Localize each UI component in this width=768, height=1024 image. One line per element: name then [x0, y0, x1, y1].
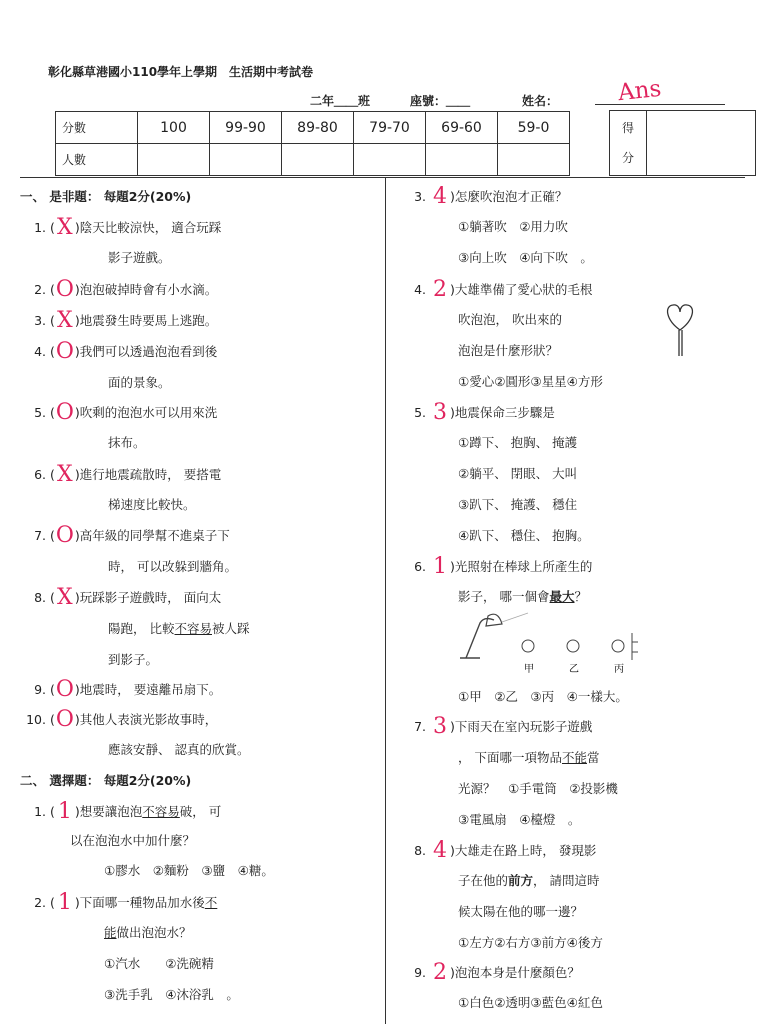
answer-mark: 2	[433, 277, 447, 302]
score-range: 59-0	[498, 112, 570, 144]
answer-mark: 4	[433, 838, 447, 863]
mc-question-6-options: ①甲 ②乙 ③丙 ④一樣大。	[458, 689, 628, 704]
tf-question-7-cont: 時， 可以改躲到牆角。	[108, 559, 237, 574]
exam-title: 彰化縣草港國小110學年上學期 生活期中考試卷	[48, 65, 314, 79]
tf-question-4: 4. (O)我們可以透過泡泡看到後	[34, 339, 218, 364]
answer-mark: 4	[433, 184, 447, 209]
figure-label-bing: 丙	[614, 664, 624, 675]
answer-mark: 3	[433, 400, 447, 425]
answer-mark: X	[57, 215, 73, 240]
answer-mark: X	[57, 585, 73, 610]
mc-question-7-options1: 光源？ ①手電筒 ②投影機	[458, 781, 618, 796]
mc-question-1: 1. ( 1 )想要讓泡泡不容易破， 可	[34, 799, 222, 824]
mc-question-4-cont: 吹泡泡， 吹出來的	[458, 312, 562, 327]
count-cell	[426, 144, 498, 176]
count-row-label: 人數	[56, 144, 138, 176]
section1-title: 一、 是非題： 每題2分(20%)	[20, 189, 192, 204]
tf-question-1-cont: 影子遊戲。	[108, 250, 171, 265]
mc-question-4-options: ①愛心②圓形③星星④方形	[458, 374, 603, 389]
mc-question-9-options: ①白色②透明③藍色④紅色	[458, 995, 603, 1010]
tf-question-10: 10. (O)其他人表演光影故事時，	[26, 707, 218, 732]
score-range: 99-90	[210, 112, 282, 144]
score-range: 89-80	[282, 112, 354, 144]
answer-mark: X	[57, 462, 73, 487]
section2-title: 二、 選擇題： 每題2分(20%)	[20, 773, 192, 788]
count-cell	[138, 144, 210, 176]
answer-mark: 2	[433, 960, 447, 985]
mc-question-8-options: ①左方②右方③前方④後方	[458, 935, 603, 950]
answer-mark: O	[55, 277, 74, 302]
score-range: 69-60	[426, 112, 498, 144]
mc-question-8-cont2: 候太陽在他的哪一邊？	[458, 904, 584, 919]
mc-question-8: 8. 4 )大雄走在路上時， 發現影	[414, 838, 597, 863]
name-label: 姓名：	[522, 94, 559, 108]
mc-question-7-cont: ， 下面哪一項物品不能當	[458, 750, 600, 765]
lamp-ball-figure	[458, 608, 658, 676]
mc-question-1-options: ①膠水 ②麵粉 ③鹽 ④糖。	[104, 863, 274, 878]
answer-mark: X	[57, 308, 73, 333]
mc-question-1-cont: 以在泡泡水中加什麼？	[70, 833, 196, 848]
score-box-value	[647, 111, 756, 176]
tf-question-10-cont: 應該安靜、 認真的欣賞。	[108, 742, 250, 757]
mc-question-5-option2: ②躺平、 閉眼、 大叫	[458, 466, 578, 481]
answer-mark: O	[55, 707, 74, 732]
score-row-label: 分數	[56, 112, 138, 144]
answer-mark: 1	[57, 799, 72, 824]
answer-mark: O	[55, 677, 74, 702]
class-label: 二年＿＿班	[310, 94, 371, 108]
figure-label-yi: 乙	[569, 664, 579, 675]
tf-question-3: 3. (X )地震發生時要馬上逃跑。	[34, 308, 218, 333]
score-box	[609, 110, 756, 176]
mc-question-5: 5. 3 )地震保命三步驟是	[414, 400, 555, 425]
mc-question-2: 2. ( 1 )下面哪一種物品加水後不	[34, 890, 218, 915]
figure-label-jia: 甲	[524, 664, 534, 675]
mc-question-4-cont2: 泡泡是什麼形狀？	[458, 343, 559, 358]
tf-question-6: 6. (X )進行地震疏散時， 要搭電	[34, 462, 222, 487]
mc-question-5-option1: ①蹲下、 抱胸、 掩護	[458, 435, 578, 450]
count-cell	[282, 144, 354, 176]
mc-question-6-cont: 影子， 哪一個會最大？	[458, 589, 588, 604]
tf-question-6-cont: 梯速度比較快。	[108, 497, 196, 512]
answer-mark: O	[55, 339, 74, 364]
answer-mark: O	[55, 400, 74, 425]
tf-question-2: 2. (O)泡泡破掉時會有小水滴。	[34, 277, 218, 302]
mc-question-9: 9. 2 )泡泡本身是什麼顏色？	[414, 960, 580, 985]
tf-question-8-cont: 陽跑， 比較不容易被人踩	[108, 621, 250, 636]
mc-question-2-options2: ③洗手乳 ④沐浴乳 。	[104, 987, 239, 1002]
score-distribution-table	[55, 111, 570, 176]
score-range: 79-70	[354, 112, 426, 144]
name-line	[595, 104, 725, 105]
name-value: Ans	[616, 75, 663, 107]
count-cell	[354, 144, 426, 176]
tf-question-1: 1. (X )陰天比較涼快， 適合玩踩	[34, 215, 222, 240]
tf-question-5-cont: 抹布。	[108, 435, 146, 450]
tf-question-4-cont: 面的景象。	[108, 375, 171, 390]
mc-question-4: 4. 2 )大雄準備了愛心狀的毛根	[414, 277, 593, 302]
mc-question-3-options2: ③向上吹 ④向下吹 。	[458, 250, 593, 265]
tf-question-8: 8. (X )玩踩影子遊戲時， 面向太	[34, 585, 222, 610]
score-box-label: 得	[621, 121, 634, 135]
mc-question-8-cont: 子在他的前方， 請問這時	[458, 873, 600, 888]
mc-question-7: 7. 3 )下雨天在室內玩影子遊戲	[414, 714, 593, 739]
tf-question-8-cont2: 到影子。	[108, 652, 159, 667]
mc-question-5-option4: ④趴下、 穩住、 抱胸。	[458, 528, 590, 543]
mc-question-3-options1: ①躺著吹 ②用力吹	[458, 219, 568, 234]
count-cell	[498, 144, 570, 176]
mc-question-6: 6. 1 )光照射在棒球上所產生的	[414, 554, 593, 579]
column-divider	[385, 178, 386, 1024]
mc-question-2-options1: ①汽水 ②洗碗精	[104, 956, 214, 971]
tf-question-7: 7. (O)高年級的同學幫不進桌子下	[34, 523, 230, 548]
top-rule	[20, 177, 745, 178]
seat-label: 座號：＿＿	[410, 94, 471, 108]
mc-question-2-cont: 能做出泡泡水？	[104, 925, 192, 940]
tf-question-5: 5. (O)吹剩的泡泡水可以用來洗	[34, 400, 218, 425]
score-box-label: 分	[621, 151, 634, 165]
tf-question-9: 9. (O)地震時， 要遠離吊扇下。	[34, 677, 222, 702]
mc-question-5-option3: ③趴下、 掩護、 穩住	[458, 497, 578, 512]
answer-mark: 1	[433, 554, 447, 579]
mc-question-7-options2: ③電風扇 ④檯燈 。	[458, 812, 581, 827]
count-cell	[210, 144, 282, 176]
answer-mark: 1	[57, 890, 72, 915]
answer-mark: 3	[433, 714, 447, 739]
score-range: 100	[138, 112, 210, 144]
mc-question-3: 3. 4 )怎麼吹泡泡才正確？	[414, 184, 568, 209]
answer-mark: O	[55, 523, 74, 548]
heart-wand-figure	[660, 300, 700, 358]
